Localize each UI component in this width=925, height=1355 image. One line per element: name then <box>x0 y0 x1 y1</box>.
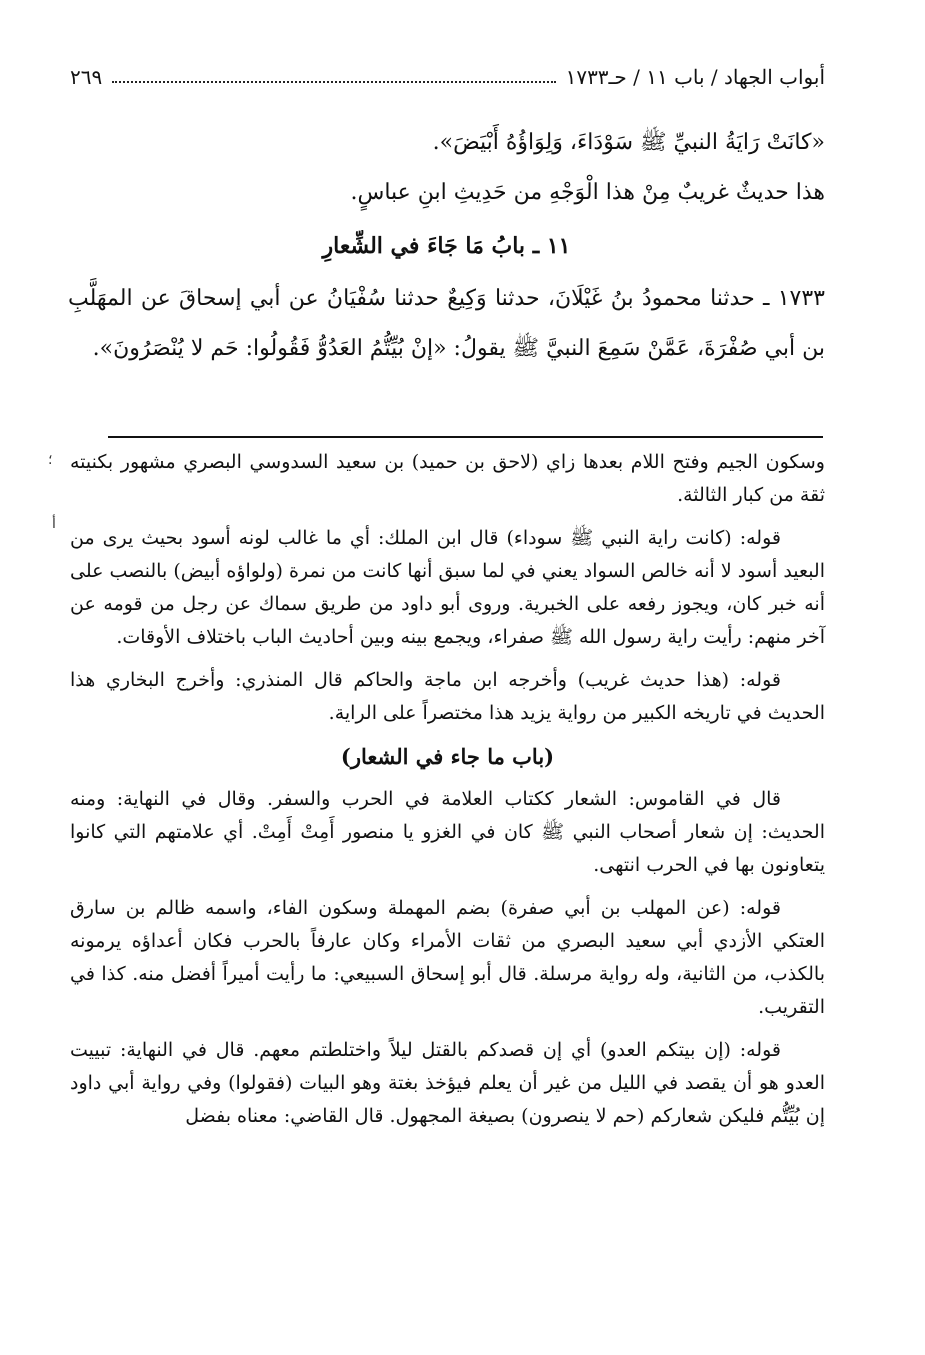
hadith-grading: هذا حديثٌ غريبٌ مِنْ هذا الْوَجْهِ من حَدِيثِ ابنِ عباسٍ. <box>350 180 825 205</box>
commentary-paragraph: قوله: (إن بيتكم العدو) أي إن قصدكم بالقتل ليلاً واختلطتم معهم. قال في النهاية: تبييت العدو هو أن يقصد في الليل من غير أن يعلم فيؤخذ بغتة وهو البيات (فقولوا) وفي رواية أبي داود إن بُيِّتُّم فليكن شعاركم (حم لا ينصرون) بصيغة المجهول. قال القاضي: معناه بفضل <box>70 1039 825 1127</box>
commentary <box>70 446 825 1143</box>
dotted-leader <box>112 81 555 83</box>
running-head-title: أبواب الجهاد / باب ١١ / حـ١٧٣٣ <box>565 65 825 89</box>
commentary-paragraph: قوله: (هذا حديث غريب) وأخرجه ابن ماجة والحاكم قال المنذري: وأخرج البخاري هذا الحديث في تاريخه الكبير من رواية يزيد هذا مختصراً على الراية. <box>70 669 825 724</box>
commentary-paragraph: قوله: (كانت راية النبي ﷺ سوداء) قال ابن الملك: أي ما غالب لونه أسود بحيث يرى من البعيد أسود لا أنه خالص السواد يعني في لما سبق أنها كانت من نمرة (ولواؤه أبيض) بالنصب على أنه خبر كان، ويجوز رفعه على الخبرية. وروى أبو داود من طريق سماك عن رجل من قومه عن آخر منهم: رأيت راية رسول الله ﷺ صفراء، ويجمع بينه وبين أحاديث الباب باختلاف الأوقات. <box>70 527 825 648</box>
hadith-quote: «كانَتْ رَايَةُ النبيِّ ﷺ سَوْدَاءَ، وَلِوَاؤُهُ أَبْيَضَ». <box>432 130 825 155</box>
page-number: ٢٦٩ <box>70 65 103 89</box>
running-head <box>70 62 825 92</box>
commentary-subheading: (باب ما جاء في الشعار) <box>340 744 555 769</box>
commentary-paragraph: وسكون الجيم وفتح اللام بعدها زاي (لاحق بن حميد) بن سعيد السدوسي البصري مشهور بكنيته ثقة من كبار الثالثة. <box>70 451 825 506</box>
main-text <box>68 118 825 374</box>
hadith-narration: ١٧٣٣ ـ حدثنا محمودُ بنُ غَيْلَانَ، حدثنا وَكِيعٌ حدثنا سُفْيَانُ عن أبي إسحاقَ عن المهَلَّبِ بن أبي صُفْرَةَ، عَمَّنْ سَمِعَ النبيَّ ﷺ يقولُ: «إنْ بُيِّتُّمُ العَدُوُّ فَقُولُوا: حَم لا يُنْصَرُونَ». <box>68 286 825 361</box>
chapter-title: ١١ ـ بابُ مَا جَاءَ في الشِّعارِ <box>322 233 571 259</box>
margin-mark: ؛ <box>48 452 53 468</box>
margin-mark: أ <box>52 516 56 532</box>
footnote-divider <box>108 436 823 438</box>
commentary-paragraph: قال في القاموس: الشعار ككتاب العلامة في الحرب والسفر. وقال في النهاية: ومنه الحديث: إن شعار أصحاب النبي ﷺ كان في الغزو يا منصور أَمِتْ أَمِتْ. أي علامتهم التي كانوا يتعاونون بها في الحرب انتهى. <box>70 788 825 876</box>
commentary-paragraph: قوله: (عن المهلب بن أبي صفرة) بضم المهملة وسكون الفاء، واسمه ظالم بن سارق العتكي الأزدي أبي سعيد البصري من ثقات الأمراء وكان عارفاً بالحرب فكان أعداؤه يرمونه بالكذب، من الثانية، وله رواية مرسلة. قال أبو إسحاق السبيعي: ما رأيت أميراً أفضل منه. كذا في التقريب. <box>70 897 826 1018</box>
